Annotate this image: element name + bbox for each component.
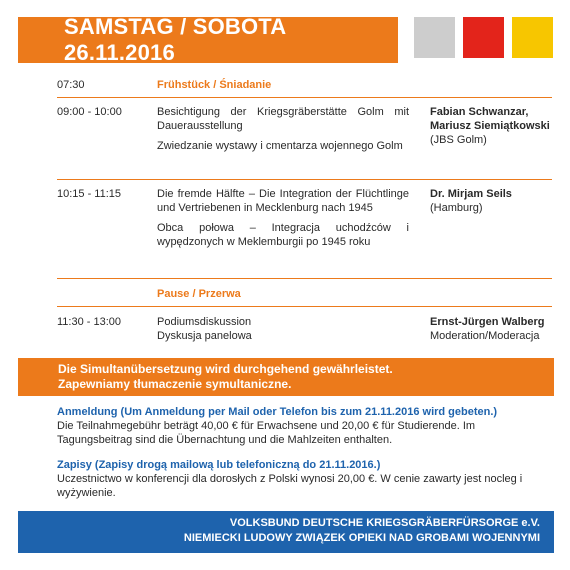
- page-title-bar: [18, 14, 398, 65]
- row-speaker: [430, 315, 560, 343]
- row-description-pl: Zwiedzanie wystawy i cmentarza wojennego Golm: [157, 140, 403, 152]
- row-description-pl: Obca połowa – Integracja uchodźców i wypędzonych w Meklemburgii po 1945 roku: [157, 222, 409, 248]
- speaker-affiliation: Moderation/Moderacja: [430, 330, 540, 342]
- row-label: Pause / Przerwa: [157, 288, 241, 300]
- divider: [57, 179, 552, 180]
- speaker-name: Dr. Mirjam Seils: [430, 188, 512, 200]
- row-speaker: [430, 105, 560, 147]
- translation-banner: [18, 358, 554, 396]
- page-title: SAMSTAG / SOBOTA 26.11.2016: [64, 14, 286, 65]
- registration-de-title: Anmeldung (Um Anmeldung per Mail oder Telefon bis zum 21.11.2016 wird gebeten.): [57, 406, 498, 418]
- divider: [57, 306, 552, 307]
- registration-de-text: Die Teilnahmegebühr beträgt 40,00 € für Erwachsene und 20,00 € für Studierende. Im Tagungsbeitrag sind die Übernachtung und die Mahlzeiten enthalten.: [57, 420, 476, 446]
- speaker-name: Fabian Schwanzar, Mariusz Siemiątkowski: [430, 106, 550, 132]
- speaker-affiliation: (JBS Golm): [430, 134, 487, 146]
- registration-pl: [57, 458, 547, 500]
- row-description: [157, 105, 409, 153]
- organization-footer: [18, 511, 554, 553]
- registration-pl-text: Uczestnictwo w konferencji dla dorosłych z Polski wynosi 20,00 €. W cenie zawarty jest nocleg i wyżywienie.: [57, 473, 523, 499]
- row-label: Frühstück / Śniadanie: [157, 79, 272, 91]
- speaker-affiliation: (Hamburg): [430, 202, 483, 214]
- row-description-de: Podiumsdiskussion: [157, 316, 252, 328]
- row-description-de: Die fremde Hälfte – Die Integration der Flüchtlinge und Vertriebenen in Mecklenburg nach 1945: [157, 188, 409, 214]
- row-speaker: [430, 187, 560, 215]
- grey-square: [414, 17, 455, 58]
- yellow-square: [512, 17, 553, 58]
- divider: [57, 278, 552, 279]
- row-description: [157, 315, 409, 343]
- row-description-pl: Dyskusja panelowa: [157, 330, 252, 342]
- row-description: [157, 187, 409, 249]
- red-square: [463, 17, 504, 58]
- registration-de: [57, 405, 547, 447]
- footer-line-pl: NIEMIECKI LUDOWY ZWIĄZEK OPIEKI NAD GROBAMI WOJENNYMI: [183, 532, 540, 544]
- speaker-name: Ernst-Jürgen Walberg: [430, 316, 545, 328]
- divider: [57, 97, 552, 98]
- banner-line-de: Die Simultanübersetzung wird durchgehend gewährleistet.: [58, 362, 393, 376]
- footer-line-de: VOLKSBUND DEUTSCHE KRIEGSGRÄBERFÜRSORGE e.V.: [229, 517, 540, 529]
- row-time: 10:15 - 11:15: [57, 188, 122, 200]
- registration-pl-title: Zapisy (Zapisy drogą mailową lub telefoniczną do 21.11.2016.): [57, 459, 381, 471]
- row-time: 11:30 - 13:00: [57, 316, 122, 328]
- row-time: 09:00 - 10:00: [57, 106, 122, 118]
- row-time: 07:30: [57, 79, 85, 91]
- banner-line-pl: Zapewniamy tłumaczenie symultaniczne.: [58, 377, 292, 391]
- row-description-de: Besichtigung der Kriegsgräberstätte Golm mit Dauerausstellung: [157, 106, 409, 132]
